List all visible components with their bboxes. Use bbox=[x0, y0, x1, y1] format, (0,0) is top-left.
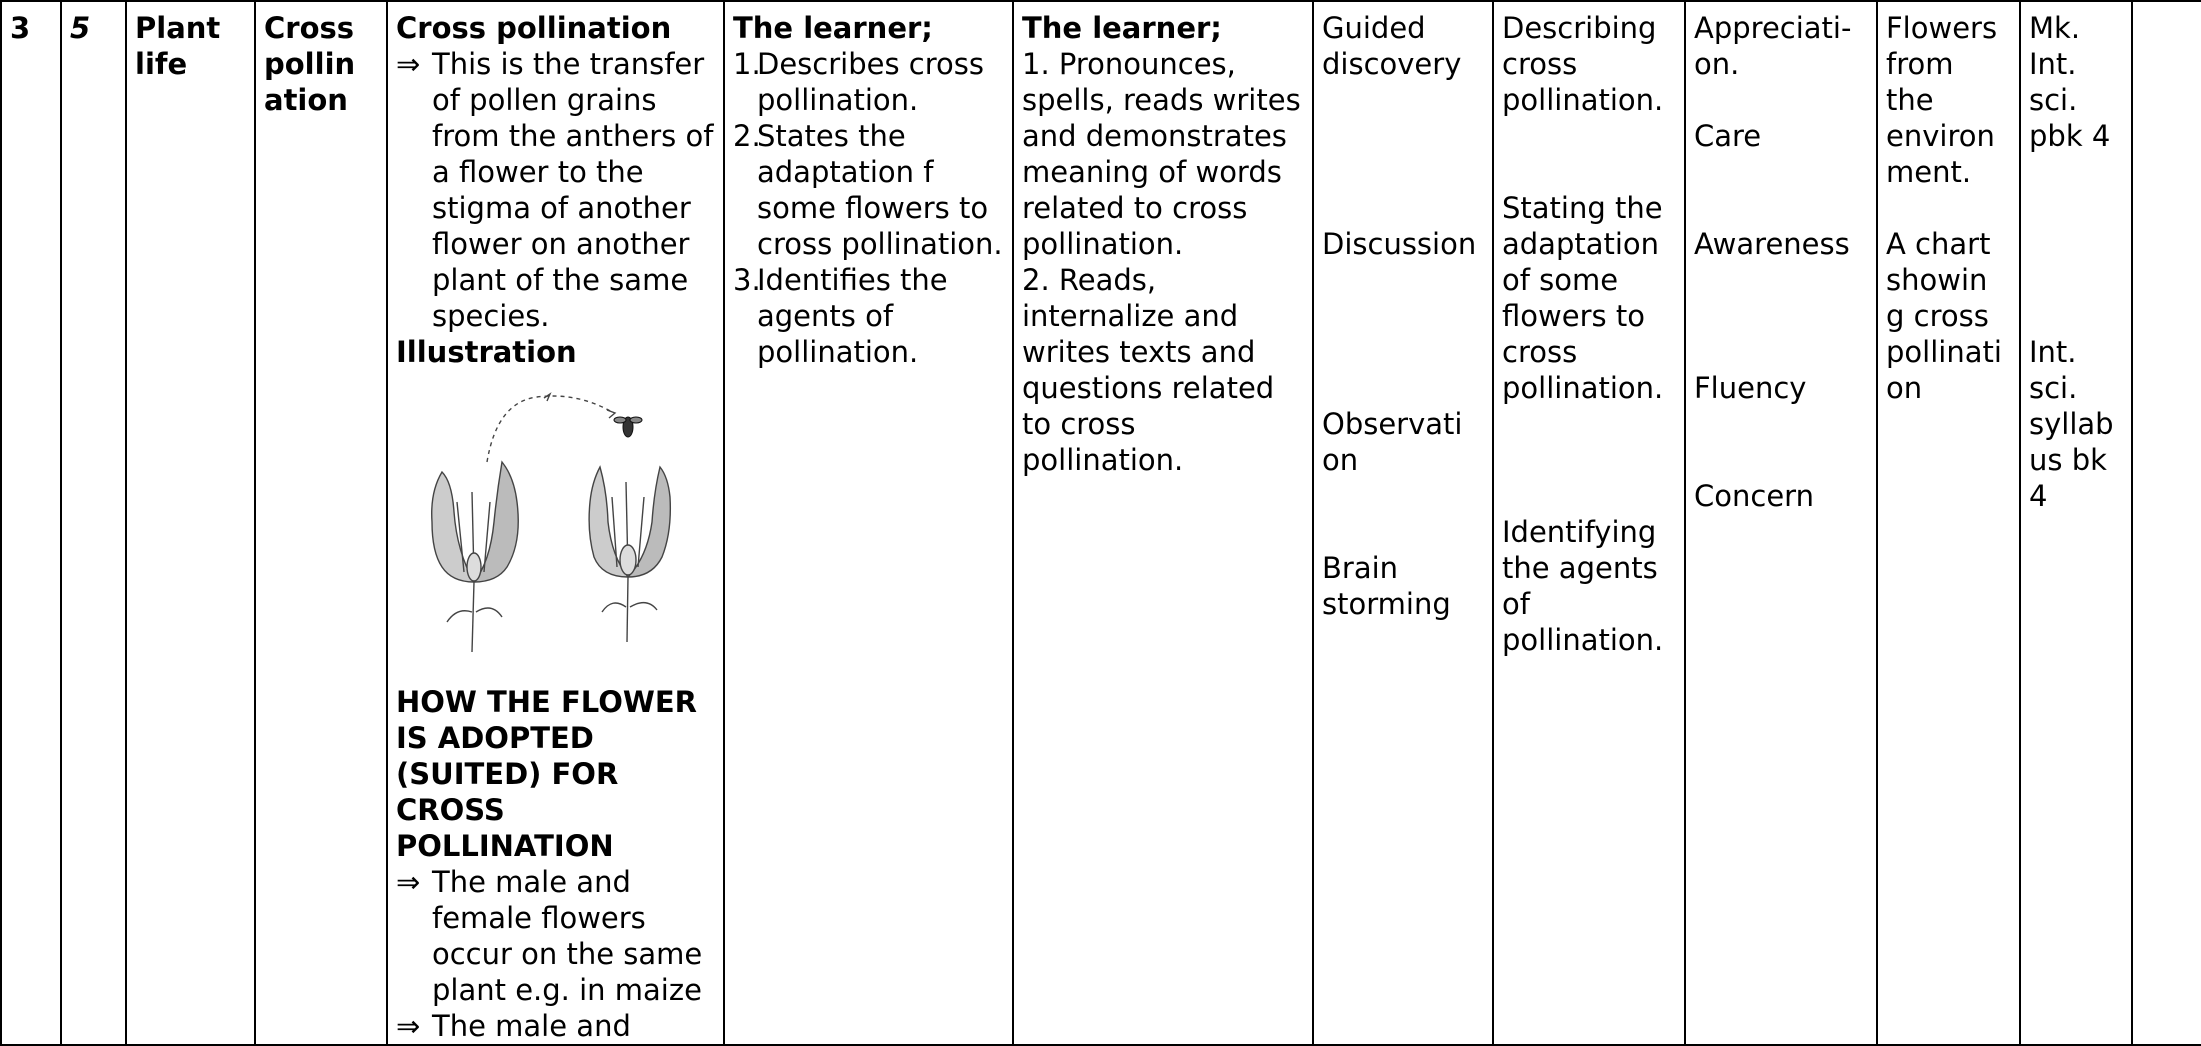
method-item: Guided discovery bbox=[1322, 11, 1462, 81]
life-skill-item: Identifying the agents of pollination. bbox=[1502, 515, 1664, 657]
insect-icon bbox=[614, 417, 642, 437]
remarks-cell bbox=[2132, 1, 2201, 1045]
subtopic-cell bbox=[255, 1, 387, 1045]
reference-item: Int. sci. syllab us bk 4 bbox=[2029, 335, 2114, 513]
period-number: 5 bbox=[70, 11, 91, 45]
period-cell bbox=[61, 1, 126, 1045]
adaptation-item bbox=[396, 864, 715, 1008]
arrow-icon: ⇒ bbox=[396, 1009, 421, 1043]
life-skills-cell bbox=[1493, 1, 1685, 1045]
list-item: 3. Identifies the agents of pollination. bbox=[733, 263, 948, 369]
content-cell bbox=[387, 1, 724, 1045]
instructional-materials-cell bbox=[1877, 1, 2020, 1045]
method-item: Brain storming bbox=[1322, 551, 1451, 621]
method-item: Discussion bbox=[1322, 227, 1477, 261]
methods-cell bbox=[1313, 1, 1493, 1045]
list-item: 2. Reads, internalize and writes texts and questions related to cross pollination. bbox=[1022, 263, 1275, 477]
value-item: Care bbox=[1694, 119, 1762, 153]
theme-cell bbox=[126, 1, 255, 1045]
values-cell bbox=[1685, 1, 1877, 1045]
theme-text: Plant life bbox=[135, 11, 221, 81]
list-item: 1. Describes cross pollination. bbox=[733, 47, 984, 117]
list-item: 2. States the adaptation f some flowers to cross pollination. bbox=[733, 119, 1003, 261]
material-item: Flowers from the environ ment. bbox=[1886, 11, 1998, 189]
life-skill-item: Describing cross pollination. bbox=[1502, 11, 1664, 117]
language-competences-cell bbox=[1013, 1, 1313, 1045]
subject-competences-heading: The learner; bbox=[733, 11, 933, 45]
definition-text: This is the transfer of pollen grains from the anthers of a flower to the stigma of another flower on another plant of the same species. bbox=[432, 47, 714, 333]
value-item: Concern bbox=[1694, 479, 1814, 513]
adaptation-heading: HOW THE FLOWER IS ADOPTED (SUITED) FOR CROSS POLLINATION bbox=[396, 685, 698, 863]
table-row bbox=[1, 1, 2201, 1045]
adaptation-item bbox=[396, 1008, 715, 1044]
method-item: Observati on bbox=[1322, 407, 1463, 477]
arrow-icon: ⇒ bbox=[396, 865, 421, 899]
material-item: A chart showin g cross pollinati on bbox=[1886, 227, 2002, 405]
week-cell bbox=[1, 1, 61, 1045]
references-cell bbox=[2020, 1, 2132, 1045]
content-heading: Cross pollination bbox=[396, 11, 672, 45]
adaptation-text: The male and bbox=[432, 1009, 631, 1043]
adaptation-text: The male and female flowers occur on the same plant e.g. in maize bbox=[432, 865, 703, 1007]
illustration-label: Illustration bbox=[396, 335, 577, 369]
language-competences-heading: The learner; bbox=[1022, 11, 1222, 45]
value-item: Awareness bbox=[1694, 227, 1850, 261]
subject-competences-cell bbox=[724, 1, 1013, 1045]
reference-item: Mk. Int. sci. pbk 4 bbox=[2029, 11, 2111, 153]
week-number: 3 bbox=[10, 11, 31, 45]
definition-item bbox=[396, 46, 715, 334]
arrow-icon: ⇒ bbox=[396, 47, 421, 81]
life-skill-item: Stating the adaptation of some flowers to cross pollination. bbox=[1502, 191, 1664, 405]
value-item: Fluency bbox=[1694, 371, 1807, 405]
cross-pollination-illustration bbox=[402, 382, 692, 672]
value-item: Appreciati-on. bbox=[1694, 11, 1852, 81]
subtopic-text: Cross pollination bbox=[264, 11, 356, 117]
list-item: 1. Pronounces, spells, reads writes and demonstrates meaning of words related to cross pollination. bbox=[1022, 47, 1301, 261]
